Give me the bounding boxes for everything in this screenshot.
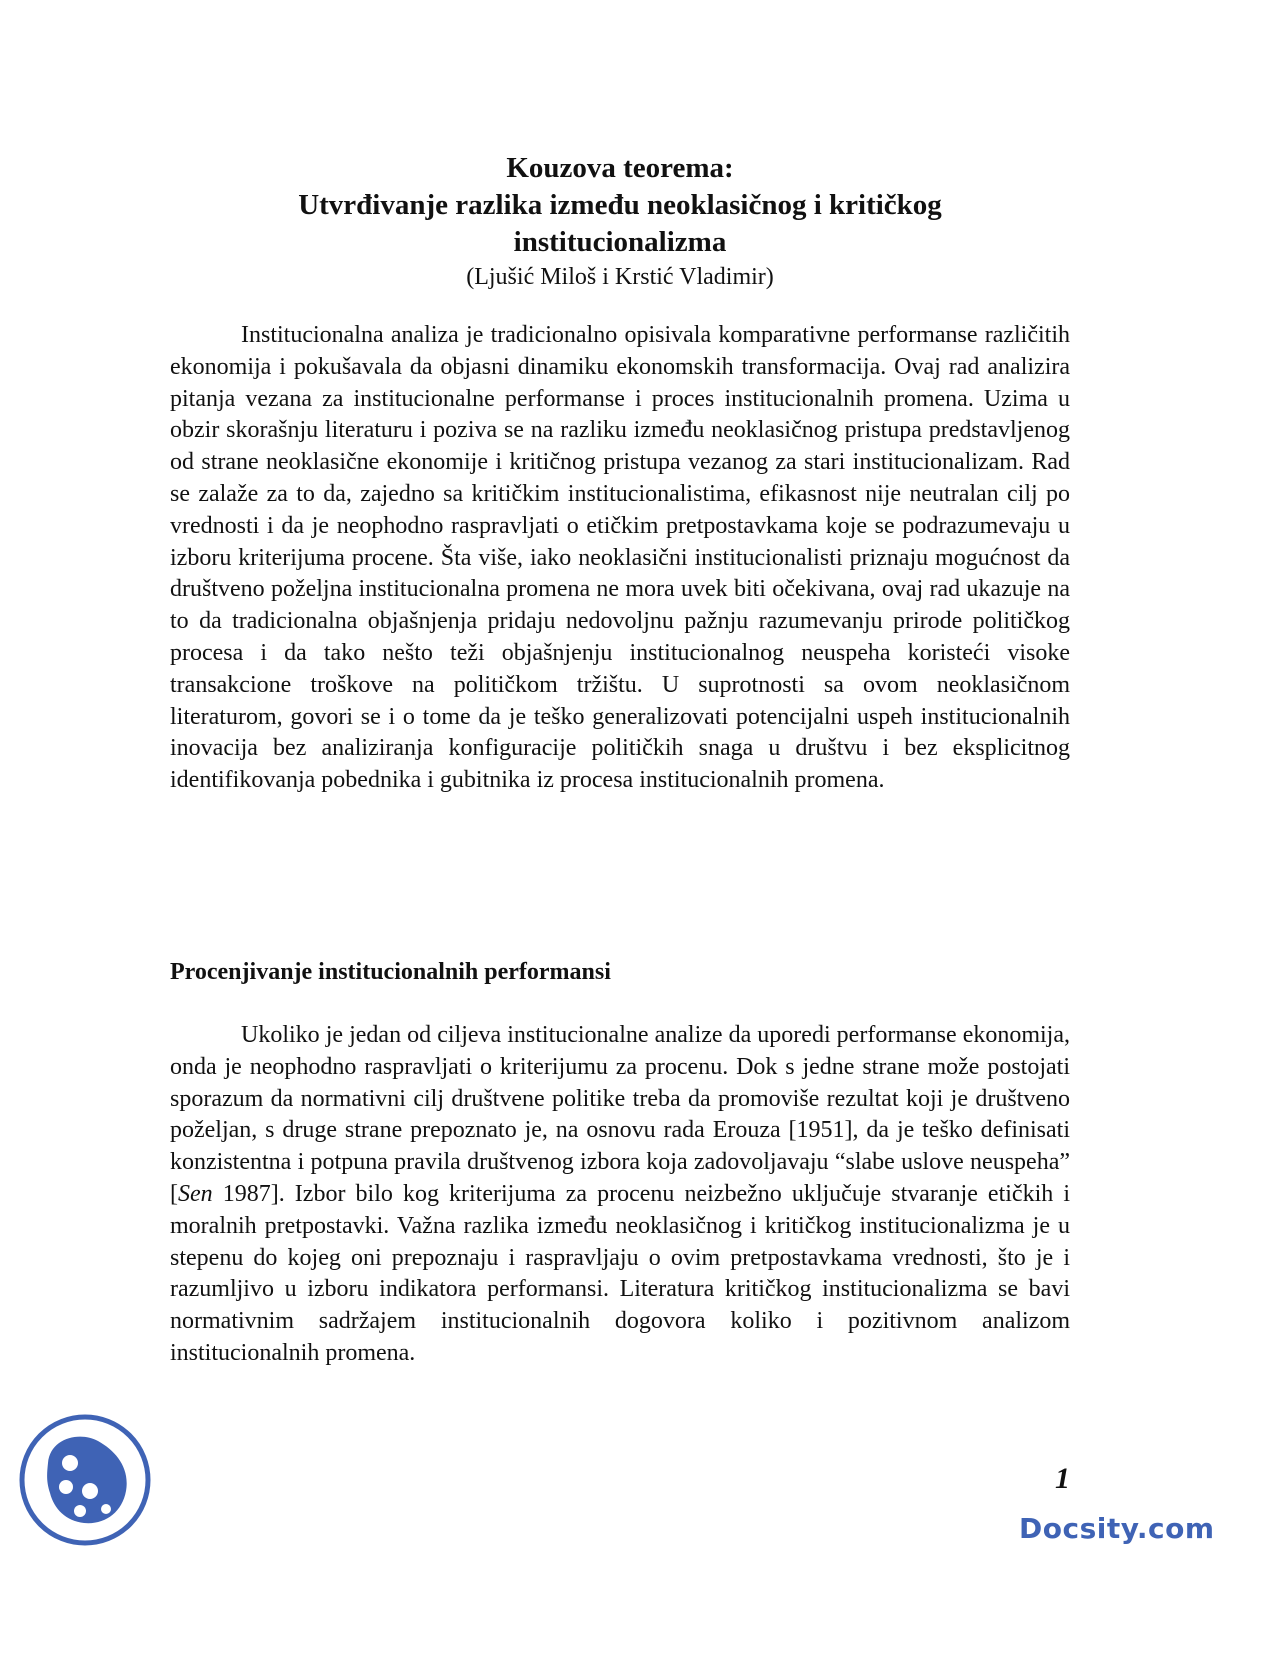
title-block <box>170 150 1070 293</box>
docsity-brand-link[interactable]: Docsity.com <box>1019 1512 1215 1545</box>
docsity-logo-icon[interactable] <box>18 1413 152 1547</box>
page-number: 1 <box>1055 1462 1070 1495</box>
authors: (Ljušić Miloš i Krstić Vladimir) <box>466 264 774 290</box>
docsity-logo-svg <box>18 1413 152 1547</box>
abstract-paragraph: Institucionalna analiza je tradicionalno opisivala komparativne performanse različitih ekonomija i pokušavala da objasni dinamiku ekonomskih transformacija. Ovaj rad analizira pitanja vezana za institucionalne performanse i proces institucionalnih promena. Uzima u obzir skorašnju literaturu i poziva se na razliku između neoklasičnog pristupa predstavljenog od strane neoklasične ekonomije i kritičnog pristupa vezanog za stari institucionalizam. Rad se zalaže za to da, zajedno sa kritičkim institucionalistima, efikasnost nije neutralan cilj po vrednosti i da je neophodno raspravljati o etičkim pretpostavkama koje se podrazumevaju u izboru kriterijuma procene. Šta više, iako neoklasični institucionalisti priznaju mogućnost da društveno poželjna institucionalna promena ne mora uvek biti očekivana, ovaj rad ukazuje na to da tradicionalna objašnjenja pridaju nedovoljnu pažnju razumevanju prirode političkog procesa i da tako nešto teži objašnjenju institucionalnog neuspeha koristeći visoke transakcione troškove na političkom tržištu. U suprotnosti sa ovom neoklasičnom literaturom, govori se i o tome da je teško generalizovati potencijalni uspeh institucionalnih inovacija bez analiziranja konfiguracije političkih snaga u društvu i bez eksplicitnog identifikovanja pobednika i gubitnika iz procesa institucionalnih promena. <box>170 322 1070 794</box>
title-line-1: Kouzova teorema: <box>506 152 734 184</box>
section-paragraph <box>170 1020 1070 1370</box>
section-paragraph-part-1: Ukoliko je jedan od ciljeva institucionalne analize da uporedi performanse ekonomija, onda je neophodno raspravljati o kriterijumu za procenu. Dok s jedne strane može postojati sporazum da normativni cilj društvene politike treba da promoviše rezultat koji je društveno poželjan, s druge strane prepoznato je, na osnovu rada Erouza [1951], da je teško definisati konzistentna i potpuna pravila društvenog izbora koja zadovoljavaju “slabe uslove neuspeha” [ <box>170 1022 1070 1207</box>
section-paragraph-part-2: 1987]. Izbor bilo kog kriterijuma za procenu neizbežno uključuje stvaranje etičkih i moralnih pretpostavki. Važna razlika između neoklasičnog i kritičkog institucionalizma je u stepenu do kojeg oni prepoznaju i raspravljaju o ovim pretpostavkama vrednosti, što je i razumljivo u izboru indikatora performansi. Literatura kritičkog institucionalizma se bavi normativnim sadržajem institucionalnih dogovora koliko i pozitivnom analizom institucionalnih promena. <box>170 1180 1070 1366</box>
section-heading: Procenjivanje institucionalnih performansi <box>170 959 611 985</box>
title-line-3: institucionalizma <box>513 226 727 258</box>
citation-author-italic: Sen <box>178 1180 213 1207</box>
title-line-2: Utvrđivanje razlika između neoklasičnog i kritičkog <box>298 189 942 221</box>
